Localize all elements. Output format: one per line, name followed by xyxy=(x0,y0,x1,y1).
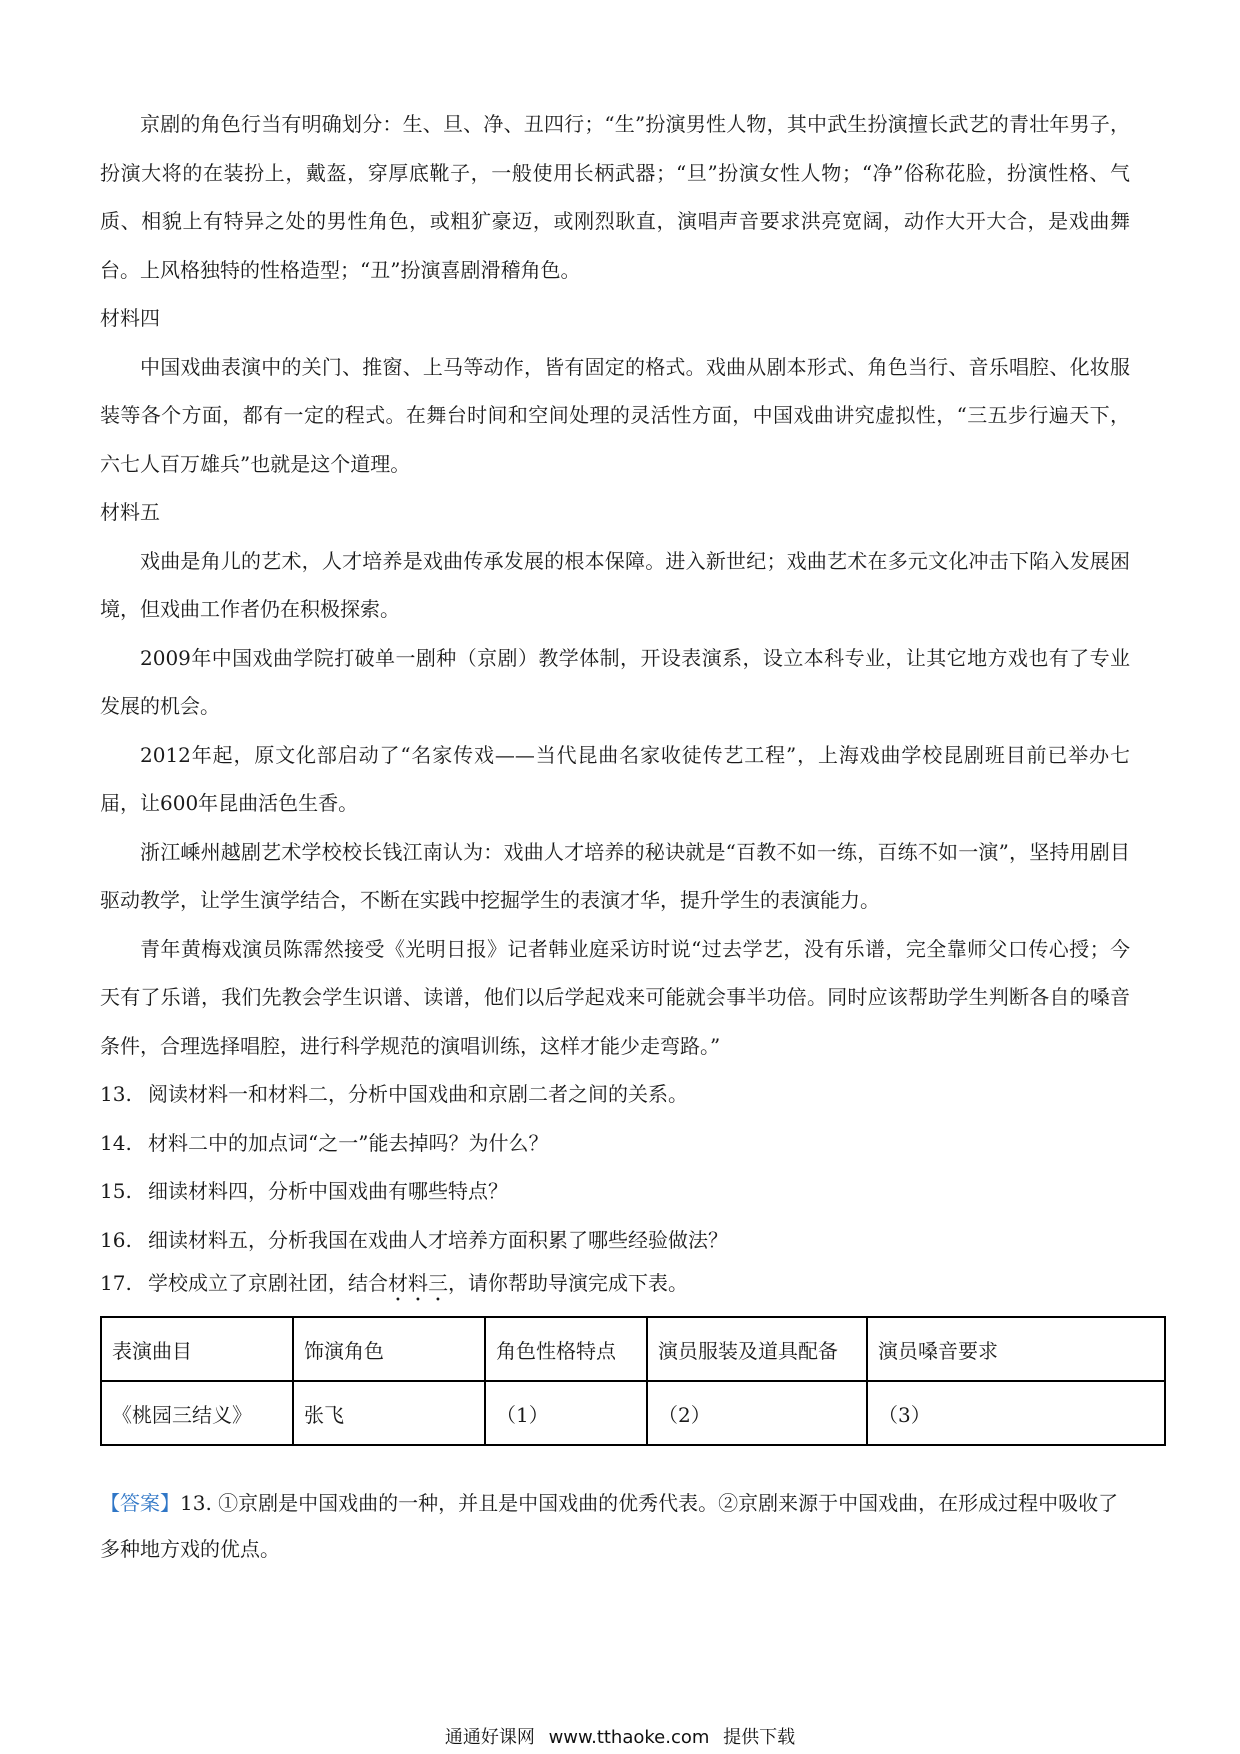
material5-paragraph-1: 戏曲是角儿的艺术，人才培养是戏曲传承发展的根本保障。进入新世纪；戏曲艺术在多元文化冲击下陷入发展困境，但戏曲工作者仍在积极探索。 xyxy=(100,548,1130,621)
material5-heading: 材料五 xyxy=(100,500,160,524)
material5-paragraph-2: 2009年中国戏曲学院打破单一剧种（京剧）教学体制，开设表演系，设立本科专业，让其它地方戏也有了专业发展的机会。 xyxy=(100,645,1130,718)
table-cell: （3） xyxy=(867,1381,1165,1445)
table-header-cell: 角色性格特点 xyxy=(485,1317,647,1381)
answer-tag: 【答案】 xyxy=(100,1491,180,1515)
document-page xyxy=(100,100,1130,1572)
question-17 xyxy=(100,1264,1130,1306)
question-text-after: ，请你帮助导演完成下表。 xyxy=(448,1271,688,1295)
question-14 xyxy=(100,1119,1130,1168)
material4-paragraph: 中国戏曲表演中的关门、推窗、上马等动作，皆有固定的格式。戏曲从剧本形式、角色当行、音乐唱腔、化妆服装等各个方面，都有一定的程式。在舞台时间和空间处理的灵活性方面，中国戏曲讲究虚拟性，“三五步行遍天下，六七人百万雄兵”也就是这个道理。 xyxy=(100,354,1130,476)
question-text: 材料二中的加点词“之一”能去掉吗？为什么？ xyxy=(148,1130,549,1155)
table-header-cell: 演员嗓音要求 xyxy=(867,1317,1165,1381)
answer-text: 13. ①京剧是中国戏曲的一种，并且是中国戏曲的优秀代表。②京剧来源于中国戏曲，在形成过程中吸收了多种地方戏的优点。 xyxy=(100,1491,1119,1561)
material3-paragraph: 京剧的角色行当有明确划分：生、旦、净、丑四行；“生”扮演男性人物，其中武生扮演擅长武艺的青壮年男子，扮演大将的在装扮上，戴盔，穿厚底靴子，一般使用长柄武器；“旦”扮演女性人物；“净”俗称花脸，扮演性格、气质、相貌上有特异之处的男性角色，或粗犷豪迈，或刚烈耿直，演唱声音要求洪亮宽阔，动作大开大合，是戏曲舞台。上风格独特的性格造型；“丑”扮演喜剧滑稽角色。 xyxy=(100,112,1130,282)
table-cell: 《桃园三结义》 xyxy=(101,1381,293,1445)
material5-paragraph-3: 2012年起，原文化部启动了“名家传戏——当代昆曲名家收徒传艺工程”，上海戏曲学校昆剧班目前已举办七届，让600年昆曲活色生香。 xyxy=(100,742,1130,815)
table-header-cell: 表演曲目 xyxy=(101,1317,293,1381)
question-text: 阅读材料一和材料二，分析中国戏曲和京剧二者之间的关系。 xyxy=(148,1082,688,1106)
table-row xyxy=(101,1381,1165,1445)
question-15 xyxy=(100,1167,1130,1216)
table-header-row xyxy=(101,1317,1165,1381)
answer-paragraph xyxy=(100,1480,1130,1572)
question-number: 15. xyxy=(100,1179,132,1203)
footer-url-link[interactable]: www.tthaoke.com xyxy=(548,1727,710,1748)
material4-heading: 材料四 xyxy=(100,306,160,330)
question-text: 细读材料四，分析中国戏曲有哪些特点？ xyxy=(148,1179,508,1203)
role-table xyxy=(100,1316,1166,1446)
table-cell: （1） xyxy=(485,1381,647,1445)
question-13 xyxy=(100,1070,1130,1119)
page-footer xyxy=(0,1723,1240,1749)
table-cell: 张飞 xyxy=(293,1381,485,1445)
question-text: 细读材料五，分析我国在戏曲人才培养方面积累了哪些经验做法？ xyxy=(148,1227,728,1252)
question-text-before: 学校成立了京剧社团，结合 xyxy=(148,1271,388,1295)
table-header-cell: 演员服装及道具配备 xyxy=(647,1317,867,1381)
question-16 xyxy=(100,1216,1130,1265)
question-number: 17. xyxy=(100,1271,132,1295)
footer-note: 提供下载 xyxy=(723,1727,796,1748)
material5-paragraph-4: 浙江嵊州越剧艺术学校校长钱江南认为：戏曲人才培养的秘诀就是“百教不如一练，百练不如一演”，坚持用剧目驱动教学，让学生演学结合，不断在实践中挖掘学生的表演才华，提升学生的表演能力。 xyxy=(100,839,1130,912)
question-number: 16. xyxy=(100,1227,132,1252)
question-number: 13. xyxy=(100,1082,132,1106)
table-header-cell: 饰演角色 xyxy=(293,1317,485,1381)
question-number: 14. xyxy=(100,1130,132,1155)
dotted-emphasis-text: 材料三 xyxy=(388,1271,448,1295)
footer-site-name: 通通好课网 xyxy=(444,1727,535,1748)
table-cell: （2） xyxy=(647,1381,867,1445)
material5-paragraph-5: 青年黄梅戏演员陈霈然接受《光明日报》记者韩业庭采访时说“过去学艺，没有乐谱，完全靠师父口传心授；今天有了乐谱，我们先教会学生识谱、读谱，他们以后学起戏来可能就会事半功倍。同时应该帮助学生判断各自的嗓音条件，合理选择唱腔，进行科学规范的演唱训练，这样才能少走弯路。” xyxy=(100,936,1130,1058)
